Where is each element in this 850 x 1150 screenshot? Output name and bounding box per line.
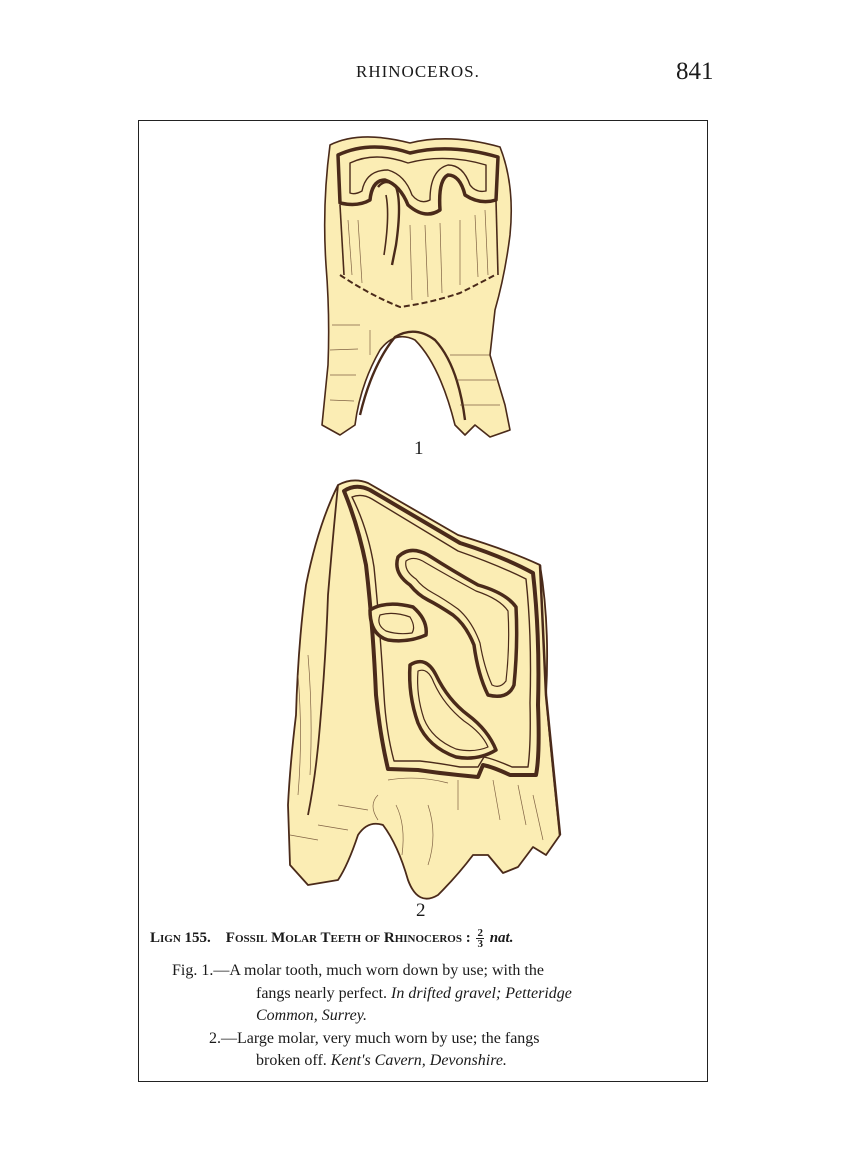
fig1-note-line1: Fig. 1.—A molar tooth, much worn down by use; with the xyxy=(172,962,544,979)
fig2-note-line2 xyxy=(256,1050,507,1071)
fig1-note-line3 xyxy=(256,1005,367,1026)
fig1-note-line2 xyxy=(256,983,572,1004)
caption-lign: Lign 155. xyxy=(150,929,211,946)
figure-2-illustration xyxy=(278,475,568,905)
scale-numerator: 2 xyxy=(477,927,483,939)
caption-title xyxy=(150,928,513,949)
caption-heading: Fossil Molar Teeth of Rhinoceros : xyxy=(225,929,471,946)
fig1-note-locality: In drifted gravel; Petteridge xyxy=(391,985,572,1002)
figure-1-number: 1 xyxy=(414,438,424,459)
fig2-note-locality: Kent's Cavern, Devonshire. xyxy=(330,1052,507,1069)
page-number: 841 xyxy=(676,58,714,85)
scale-denominator: 3 xyxy=(477,938,483,950)
figure-1-illustration xyxy=(300,125,530,450)
scale-fraction xyxy=(476,928,484,949)
running-head: RHINOCEROS. xyxy=(356,62,480,81)
fig1-note-locality-cont: Common, Surrey. xyxy=(256,1007,367,1024)
fig2-note-line1: 2.—Large molar, very much worn by use; the fangs xyxy=(209,1030,540,1047)
scale-unit: nat. xyxy=(489,929,514,946)
fig1-note-plain: fangs nearly perfect. xyxy=(256,985,392,1002)
figure-2-number: 2 xyxy=(416,900,426,921)
fig2-note-plain: broken off. xyxy=(256,1052,331,1069)
